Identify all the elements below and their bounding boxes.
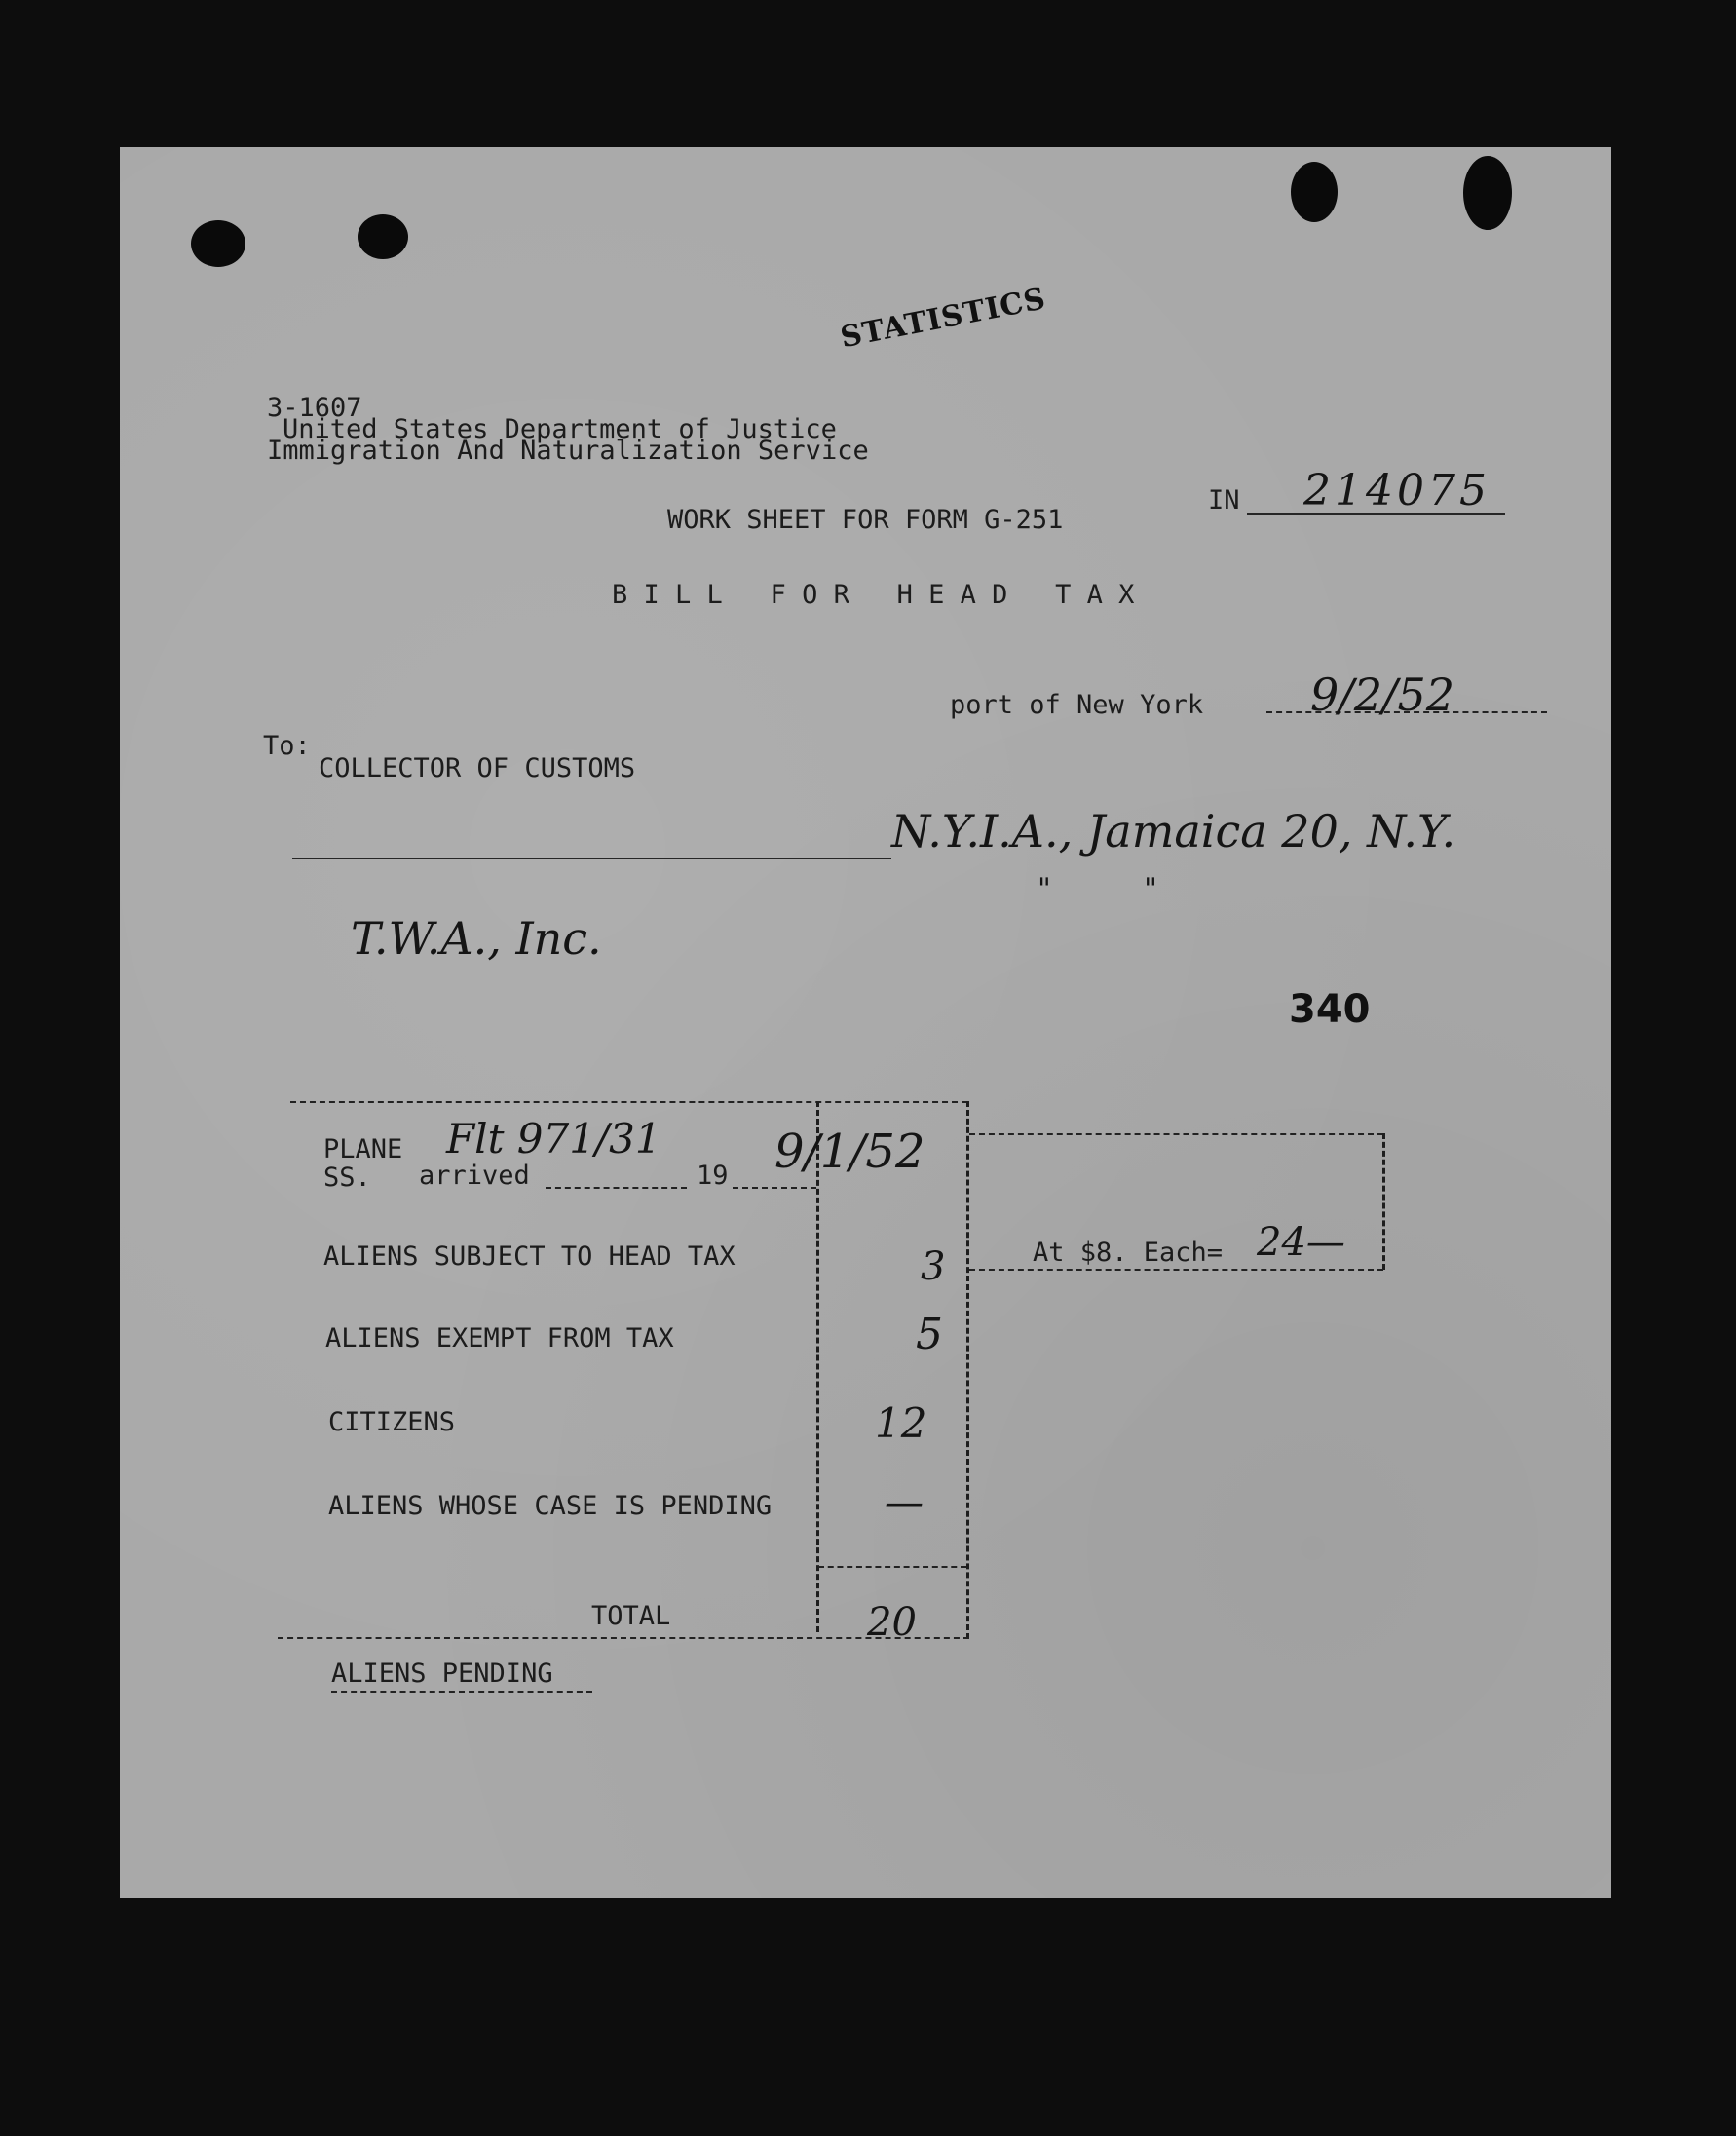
table-right-border <box>966 1101 969 1639</box>
punch-hole <box>1463 156 1512 230</box>
aliens-pending-label: ALIENS PENDING <box>331 1659 553 1689</box>
row-label-citizens: CITIZENS <box>328 1407 456 1437</box>
to-label: To: <box>263 731 311 761</box>
total-label: TOTAL <box>591 1601 671 1631</box>
punch-hole <box>358 214 408 259</box>
arrival-date-handwritten: 9/1/52 <box>774 1125 925 1179</box>
rate-label: At $8. Each= <box>1033 1238 1224 1268</box>
table-top-rule <box>290 1101 967 1103</box>
value-column-subrule <box>818 1566 966 1568</box>
row-value-citizens: 12 <box>875 1399 927 1447</box>
in-label: IN <box>1208 485 1240 515</box>
ss-label: SS. <box>323 1163 371 1193</box>
ditto-marks: " " <box>1038 872 1157 906</box>
row-label-subject: ALIENS SUBJECT TO HEAD TAX <box>323 1241 736 1272</box>
bill-title: B I L L F O R H E A D T A X <box>612 580 1135 610</box>
year-line <box>733 1187 816 1189</box>
rate-box-right <box>1382 1133 1385 1270</box>
rate-box-top <box>969 1133 1383 1135</box>
stamped-number: 340 <box>1289 987 1371 1032</box>
arrived-line <box>546 1187 687 1189</box>
port-label: port of New York <box>950 690 1204 720</box>
address-line <box>292 858 891 859</box>
table-column-divider <box>816 1101 819 1632</box>
statistics-stamp: STATISTICS <box>838 282 1049 356</box>
row-value-subject: 3 <box>921 1244 946 1289</box>
plane-flight-handwritten: Flt 971/31 <box>446 1115 661 1163</box>
row-value-exempt: 5 <box>916 1310 943 1359</box>
row-label-exempt: ALIENS EXEMPT FROM TAX <box>325 1323 674 1354</box>
address-handwritten: N.Y.I.A., Jamaica 20, N.Y. <box>891 805 1456 858</box>
rate-box-bottom <box>969 1269 1383 1271</box>
plane-label: PLANE <box>323 1134 403 1164</box>
in-number: 214075 <box>1303 466 1491 515</box>
agency-line-1: United States Department of Justice <box>283 414 837 444</box>
table-bottom-rule <box>278 1637 969 1639</box>
form-number: 3-1607 <box>267 393 362 423</box>
arrived-label: arrived <box>419 1161 530 1191</box>
agency-line-2: Immigration And Naturalization Service <box>267 436 869 466</box>
rate-amount: 24— <box>1257 1220 1345 1265</box>
punch-hole <box>191 220 245 267</box>
row-label-pending-case: ALIENS WHOSE CASE IS PENDING <box>328 1491 773 1521</box>
total-value: 20 <box>867 1600 917 1645</box>
year-prefix: 19 <box>697 1161 729 1191</box>
worksheet-title: WORK SHEET FOR FORM G-251 <box>667 505 1064 535</box>
carrier-handwritten: T.W.A., Inc. <box>351 912 602 965</box>
row-value-pending-case: — <box>885 1480 924 1525</box>
punch-hole <box>1291 162 1338 222</box>
port-date: 9/2/52 <box>1310 668 1455 721</box>
collector-of-customs: COLLECTOR OF CUSTOMS <box>319 753 636 783</box>
aliens-pending-underline <box>331 1691 592 1693</box>
